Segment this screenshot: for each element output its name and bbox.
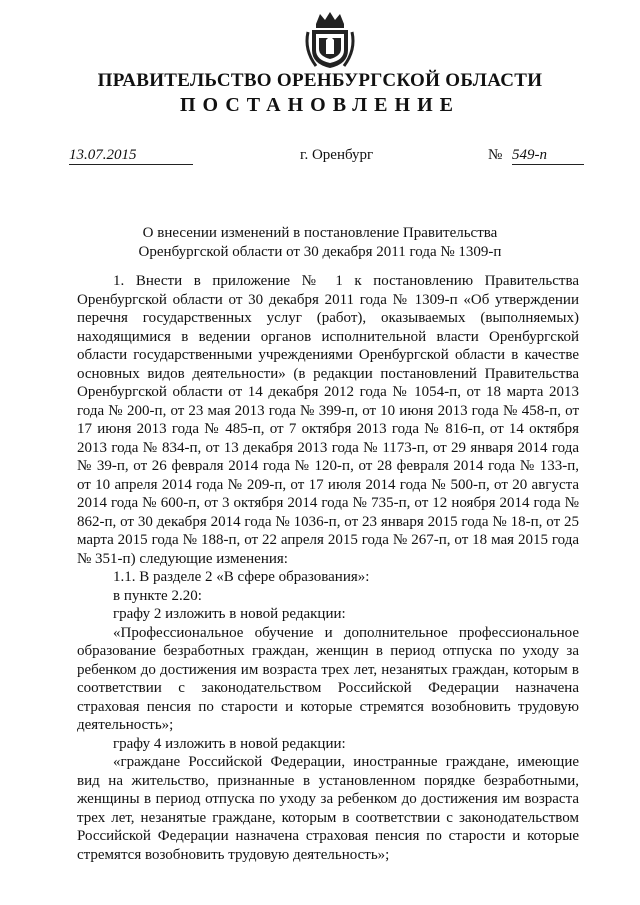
paragraph-1: 1. Внести в приложение № 1 к постановлению Правительства Оренбургской области от 30 декабря 2011 года № 1309-п «Об утверждении перечня государственных услуг (работ), оказываемых (выполняемых) находящимися в ведении органов исполнительной власти Оренбургской области государственными учреждениями Оренбургской области в качестве основных видов деятельности» (в редакции постановлений Правительства Оренбургской области от 14 декабря 2012 года № 1054-п, от 18 марта 2013 года № 200-п, от 23 мая 2013 года № 399-п, от 10 июня 2013 года № 458-п, от 17 июня 2013 года № 485-п, от 7 октября 2013 года № 816-п, от 14 октября 2013 года № 834-п, от 13 декабря 2013 года № 1173-п, от 29 января 2014 года № 39-п, от 26 февраля 2014 года № 120-п, от 28 февраля 2014 года № 133-п, от 10 апреля 2014 года № 209-п, от 17 июля 2014 года № 500-п, от 20 августа 2014 года № 600-п, от 3 октября 2014 года № 735-п, от 12 ноября 2014 года № 862-п, от 30 декабря 2014 года № 1036-п, от 23 января 2015 года № 18-п, от 25 марта 2015 года № 188-п, от 22 апреля 2015 года № 267-п, от 18 мая 2015 года № 351-п) следующие изменения: xyxy=(77,273,579,567)
paragraph-point-2-20: в пункте 2.20: xyxy=(113,587,202,604)
document-number: 549-п xyxy=(512,147,584,165)
government-name: ПРАВИТЕЛЬСТВО ОРЕНБУРГСКОЙ ОБЛАСТИ xyxy=(97,70,543,91)
orenburg-coat-of-arms-icon xyxy=(302,10,358,70)
paragraph-column-4: графу 4 изложить в новой редакции: xyxy=(113,735,346,752)
title-line-1: О внесении изменений в постановление Правительства xyxy=(142,225,498,241)
document-type: ПОСТАНОВЛЕНИЕ xyxy=(180,94,460,116)
document-meta xyxy=(0,147,640,169)
document-number-label: № xyxy=(488,147,503,163)
document-title xyxy=(90,224,550,262)
document-city: г. Оренбург xyxy=(300,147,374,163)
paragraph-column-2-text: «Профессиональное обучение и дополнительное профессиональное образование безработных граждан, женщин в период отпуска по уходу за ребенком до достижения им возраста трех лет, незанятых граждан, которым в соответствии с законодательством Российской Федерации назначена страховая пенсия по старости и которые стремятся возобновить трудовую деятельность»; xyxy=(77,624,579,733)
title-line-2: Оренбургской области от 30 декабря 2011 года № 1309-п xyxy=(138,244,502,260)
paragraph-column-2: графу 2 изложить в новой редакции: xyxy=(113,606,346,622)
paragraph-column-4-text: «граждане Российской Федерации, иностранные граждане, имеющие вид на жительство, признанные в установленном порядке безработными, женщины в период отпуска по уходу за ребенком до достижения им возраста трех лет, незанятые граждане, которым в соответствии с законодательством Российской Федерации назначена страховая пенсия по старости и которые стремятся возобновить трудовую деятельность»; xyxy=(77,754,579,863)
document-date: 13.07.2015 xyxy=(69,147,193,165)
paragraph-1-1: 1.1. В разделе 2 «В сфере образования»: xyxy=(113,569,370,585)
document-body xyxy=(77,272,579,864)
